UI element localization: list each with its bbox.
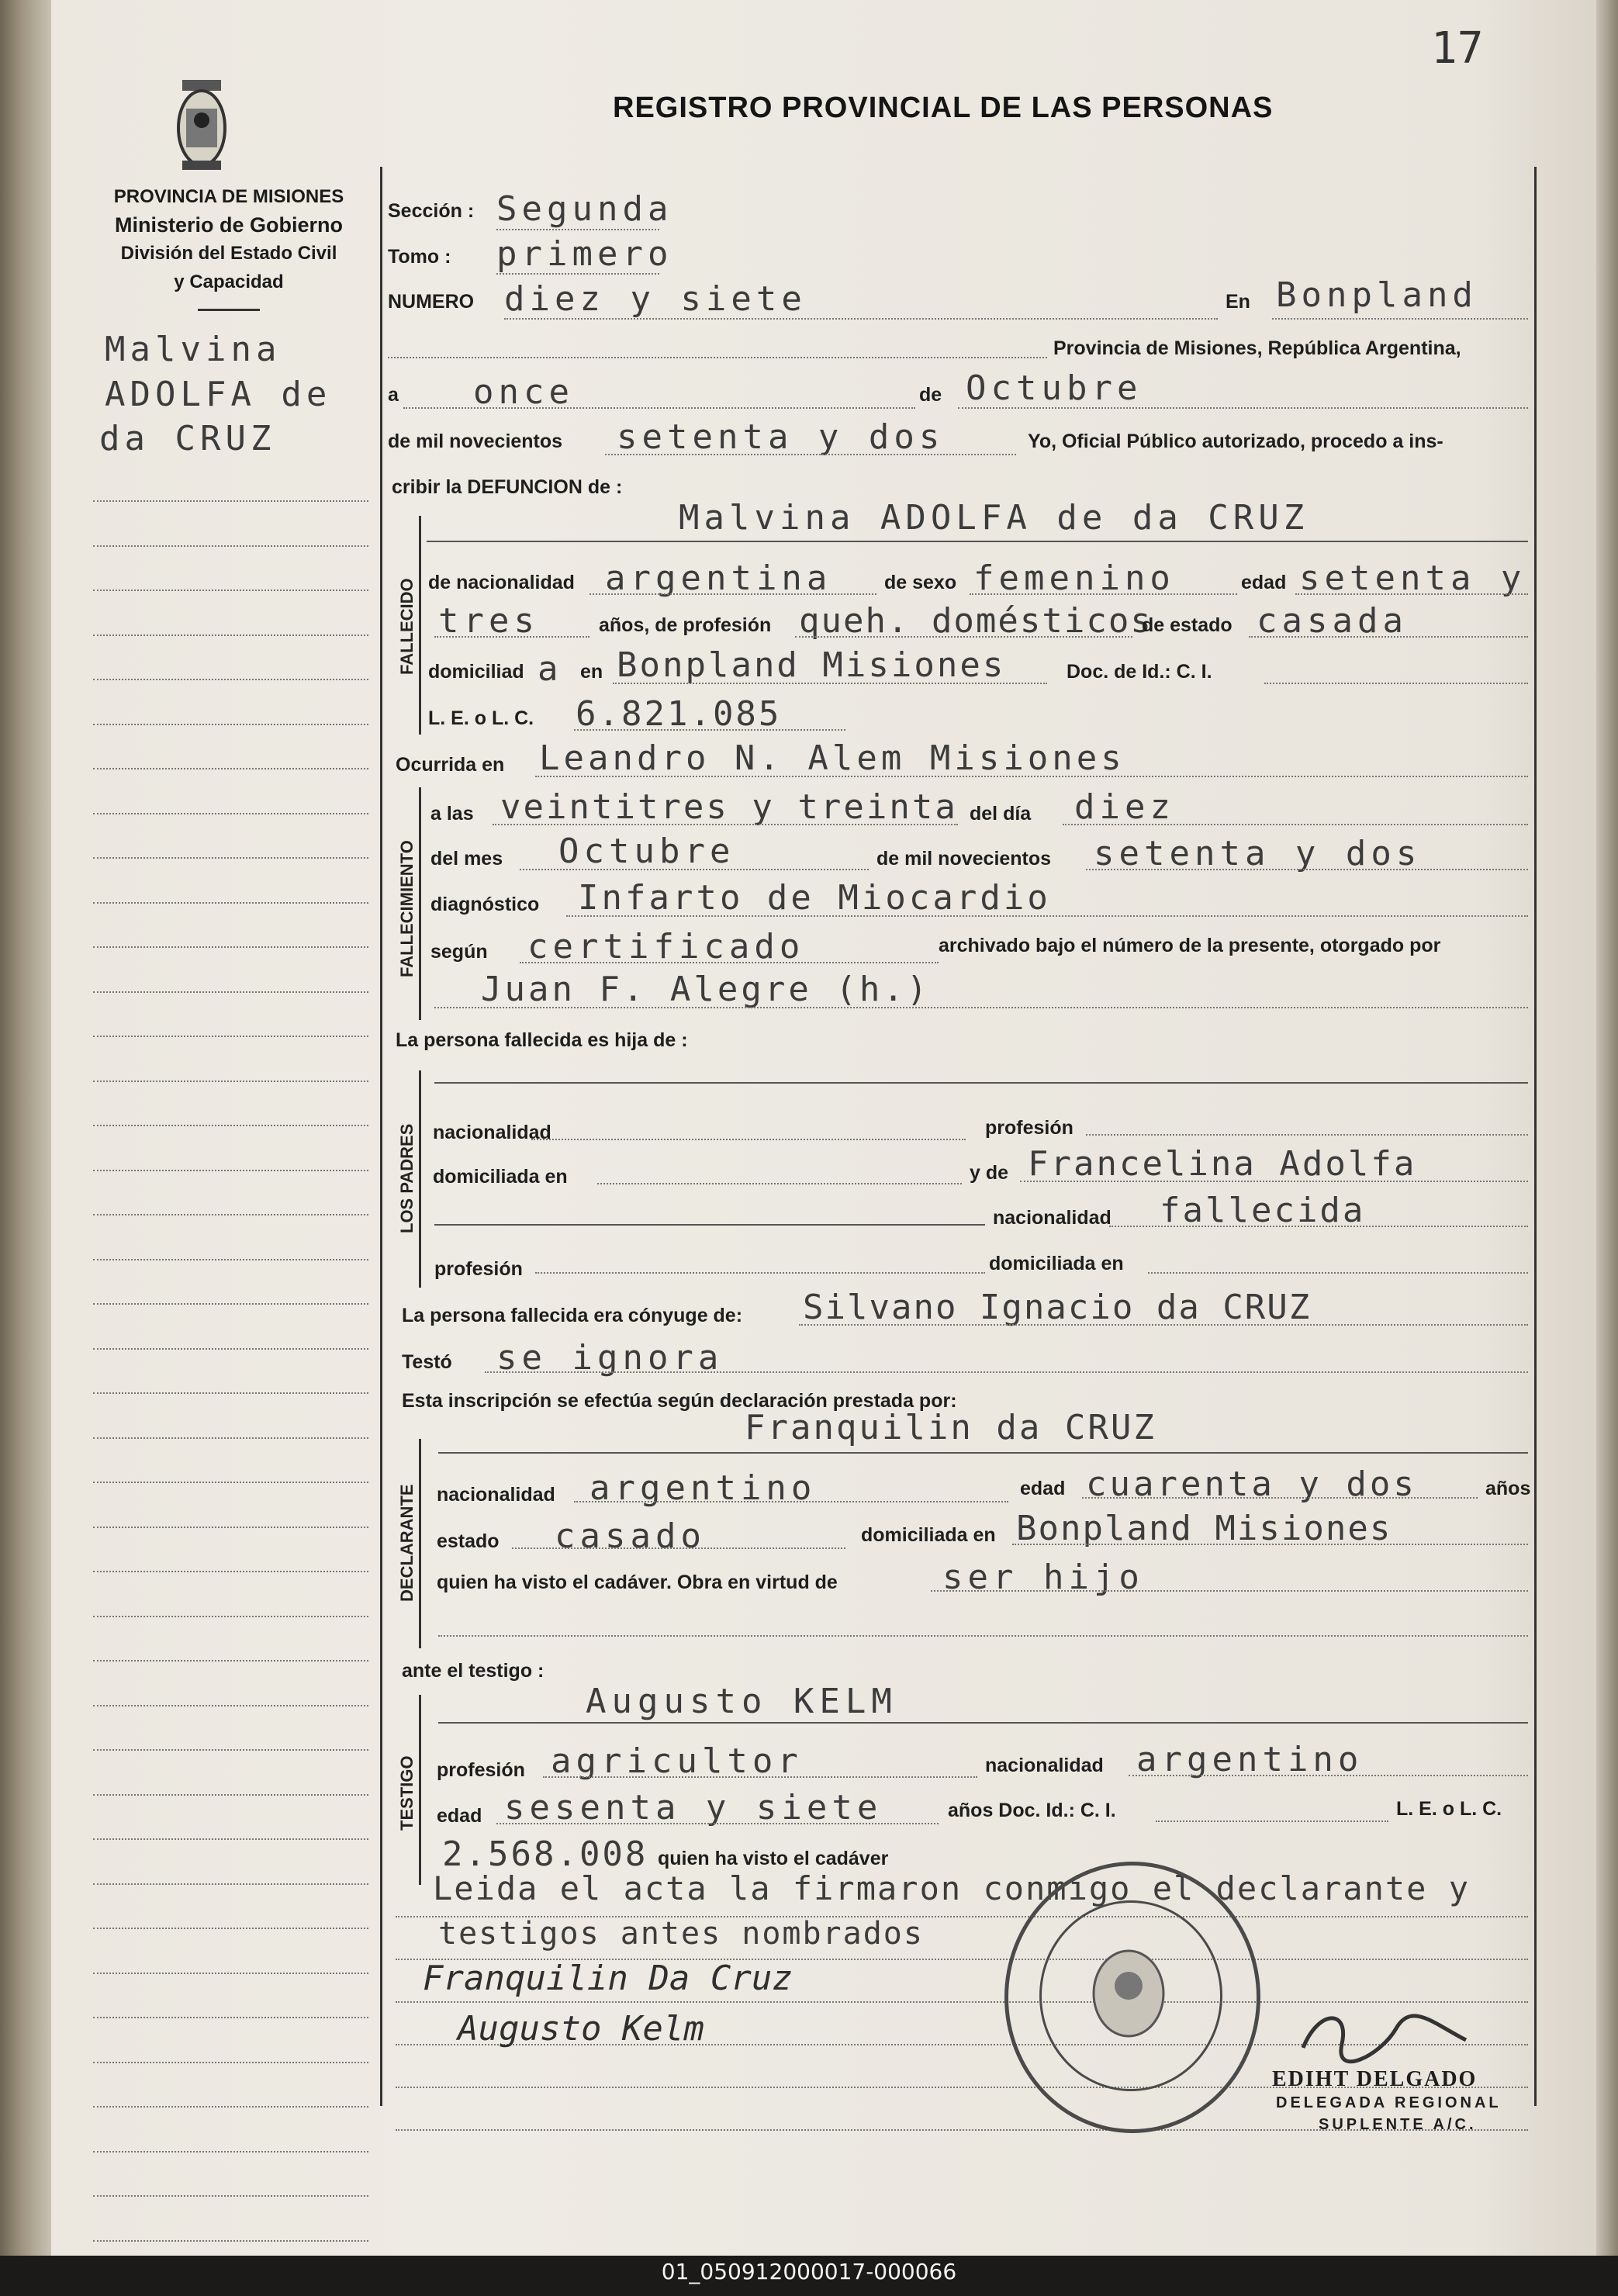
decl-estado-value: casado bbox=[555, 1516, 706, 1556]
padre-profesion-line bbox=[1086, 1134, 1528, 1136]
ministry-label: Ministerio de Gobierno bbox=[114, 213, 344, 237]
profesion-line bbox=[795, 636, 1132, 638]
le-lc-line bbox=[574, 729, 845, 731]
margin-rule-line bbox=[93, 1348, 368, 1350]
en-word-label: en bbox=[580, 661, 603, 683]
margin-rule-line bbox=[93, 1214, 368, 1215]
official-title2: SUPLENTE A/C. bbox=[1319, 2116, 1477, 2133]
test-quien-vio-label: quien ha visto el cadáver bbox=[658, 1848, 889, 1869]
nacionalidad-line bbox=[589, 593, 876, 595]
madre-domicilio-line bbox=[1148, 1272, 1528, 1274]
official-signature-icon bbox=[1288, 2001, 1489, 2071]
madre-profesion-label: profesión bbox=[434, 1258, 523, 1280]
padres-side-label: LOS PADRES bbox=[397, 1123, 417, 1233]
margin-rule-line bbox=[93, 635, 368, 636]
domicilio-value: Bonpland Misiones bbox=[617, 645, 1006, 685]
margin-rule-line bbox=[93, 1125, 368, 1126]
seccion-line bbox=[496, 229, 659, 230]
sexo-label: de sexo bbox=[884, 572, 957, 593]
padre-nombre-line bbox=[434, 1082, 1528, 1084]
mes-value: Octubre bbox=[966, 368, 1143, 408]
test-edad-value: sesenta y siete bbox=[504, 1788, 883, 1827]
ocurrida-line bbox=[535, 776, 1528, 777]
profesion-label: años, de profesión bbox=[599, 614, 772, 636]
dia-value: once bbox=[473, 372, 574, 412]
test-profesion-line bbox=[543, 1776, 977, 1778]
diagnostico-label: diagnóstico bbox=[430, 894, 540, 915]
decl-domicilio-line bbox=[1012, 1544, 1528, 1545]
margin-rule-line bbox=[93, 1973, 368, 1974]
otorgado-line bbox=[434, 1007, 1528, 1008]
y-de-label: y de bbox=[970, 1162, 1009, 1184]
decl-estado-line bbox=[512, 1547, 845, 1549]
margin-rule-line bbox=[93, 857, 368, 859]
padre-domiciliada-label: domiciliada en bbox=[433, 1166, 568, 1188]
margin-rule-line bbox=[93, 500, 368, 502]
testigo-value: Augusto KELM bbox=[586, 1682, 897, 1721]
numero-label: NUMERO bbox=[388, 291, 475, 313]
madre-apellido-line bbox=[434, 1224, 985, 1226]
anio-value: setenta y dos bbox=[617, 417, 945, 457]
tomo-label: Tomo : bbox=[388, 246, 451, 268]
fallecimiento-side-label: FALLECIMIENTO bbox=[397, 840, 417, 977]
margin-rule-line bbox=[93, 1571, 368, 1572]
test-profesion-label: profesión bbox=[437, 1759, 525, 1781]
margin-note-line1: Malvina bbox=[105, 330, 282, 369]
nombre-value: Malvina ADOLFA de da CRUZ bbox=[679, 498, 1309, 538]
decl-obra-line bbox=[931, 1590, 1528, 1592]
de-mil-label: de mil novecientos bbox=[388, 430, 563, 452]
test-profesion-value: agricultor bbox=[551, 1741, 803, 1781]
margin-rule-line bbox=[93, 590, 368, 591]
le-lc-value: 6.821.085 bbox=[576, 694, 782, 734]
margin-rule-line bbox=[93, 679, 368, 680]
lugar-line bbox=[1272, 318, 1528, 320]
madre-value: Francelina Adolfa bbox=[1028, 1144, 1417, 1184]
dia-fallec-line bbox=[1063, 824, 1528, 825]
padres-bracket bbox=[419, 1070, 421, 1288]
otorgado-value: Juan F. Alegre (h.) bbox=[481, 970, 931, 1009]
conyuge-value: Silvano Ignacio da CRUZ bbox=[803, 1288, 1312, 1327]
edad2-line bbox=[434, 636, 589, 638]
conyuge-label: La persona fallecida era cónyuge de: bbox=[402, 1305, 743, 1326]
decl-edad-label: edad bbox=[1020, 1478, 1066, 1499]
estado-label: de estado bbox=[1142, 614, 1233, 636]
decl-nacionalidad-line bbox=[574, 1501, 1008, 1502]
anio-fallec-line bbox=[1086, 869, 1528, 870]
numero-line bbox=[504, 318, 1218, 320]
domiciliada-label: domiciliad bbox=[428, 661, 524, 683]
madre-domiciliada-label: domiciliada en bbox=[989, 1253, 1124, 1274]
padre-nacionalidad-label: nacionalidad bbox=[433, 1122, 551, 1143]
del-mes-label: del mes bbox=[430, 848, 503, 870]
profesion-value: queh. domésticos bbox=[799, 601, 1153, 641]
book-binding-left bbox=[0, 0, 51, 2256]
tomo-value: primero bbox=[496, 234, 673, 274]
edad1-value: setenta y bbox=[1299, 558, 1526, 598]
hora-value: veintitres y treinta bbox=[500, 787, 958, 827]
en-label: En bbox=[1226, 291, 1250, 313]
edad-label: edad bbox=[1241, 572, 1287, 593]
margin-rule-line bbox=[93, 724, 368, 725]
lugar-value: Bonpland bbox=[1276, 275, 1478, 315]
fallecimiento-bracket bbox=[419, 787, 421, 1020]
footer-filename: 01_050912000017-000066 bbox=[661, 2259, 957, 2284]
test-nacionalidad-label: nacionalidad bbox=[985, 1755, 1104, 1776]
cribir-label: cribir la DEFUNCION de : bbox=[392, 476, 623, 498]
madre-nacionalidad-value: fallecida bbox=[1160, 1191, 1366, 1230]
segun-label: según bbox=[430, 941, 488, 963]
division-label: División del Estado Civil bbox=[120, 243, 337, 264]
a-las-label: a las bbox=[430, 803, 474, 825]
madre-profesion-line bbox=[535, 1272, 985, 1274]
margin-rule-line bbox=[93, 2017, 368, 2018]
margin-rule-line bbox=[93, 1527, 368, 1528]
margin-rule-line bbox=[93, 1838, 368, 1840]
nombre-line bbox=[427, 541, 1528, 542]
margin-rule-line bbox=[93, 991, 368, 993]
edad2-value: tres bbox=[438, 601, 539, 641]
decl-estado-label: estado bbox=[437, 1530, 500, 1552]
seccion-value: Segunda bbox=[496, 189, 673, 229]
padre-domicilio-line bbox=[597, 1183, 962, 1184]
margin-rule-line bbox=[93, 813, 368, 814]
margin-rule-line bbox=[93, 1437, 368, 1439]
official-title1: DELEGADA REGIONAL bbox=[1276, 2094, 1502, 2111]
test-doc-value: 2.568.008 bbox=[442, 1834, 648, 1874]
decl-edad-value: cuarenta y dos bbox=[1086, 1464, 1417, 1504]
nacionalidad-value: argentina bbox=[605, 558, 832, 598]
nacionalidad-label: de nacionalidad bbox=[428, 572, 575, 593]
fallecido-side-label: FALLECIDO bbox=[397, 578, 417, 675]
testigo-side-label: TESTIGO bbox=[397, 1755, 417, 1831]
domicilio-line bbox=[613, 683, 1047, 684]
anio-fallec-value: setenta y dos bbox=[1094, 834, 1422, 873]
decl-domiciliada-label: domiciliada en bbox=[861, 1524, 996, 1546]
sexo-value: femenino bbox=[973, 558, 1175, 598]
margin-rule-line bbox=[93, 1883, 368, 1885]
decl-nacionalidad-label: nacionalidad bbox=[437, 1484, 555, 1506]
decl-domicilio-value: Bonpland Misiones bbox=[1016, 1509, 1392, 1548]
margin-note-line3: da CRUZ bbox=[99, 419, 276, 458]
decl-nacionalidad-value: argentino bbox=[589, 1468, 817, 1508]
signature-testigo: Augusto Kelm bbox=[458, 2009, 704, 2049]
cierre-line2: testigos antes nombrados bbox=[438, 1916, 924, 1952]
diagnostico-value: Infarto de Miocardio bbox=[578, 878, 1051, 918]
del-dia-label: del día bbox=[970, 803, 1032, 825]
margin-rule-line bbox=[93, 2195, 368, 2197]
margin-rule-line bbox=[93, 545, 368, 547]
estado-value: casada bbox=[1257, 601, 1408, 641]
margin-rule-line bbox=[93, 946, 368, 948]
testo-label: Testó bbox=[402, 1351, 452, 1373]
margin-rule-line bbox=[93, 1794, 368, 1796]
margin-rule-line bbox=[93, 1749, 368, 1751]
domicilio-suffix-value: a bbox=[538, 649, 563, 689]
tomo-line bbox=[496, 273, 659, 275]
madre-line bbox=[1020, 1181, 1528, 1182]
hija-de-label: La persona fallecida es hija de : bbox=[396, 1029, 688, 1051]
madre-nacionalidad-label: nacionalidad bbox=[993, 1207, 1112, 1229]
ante-testigo-label: ante el testigo : bbox=[402, 1660, 545, 1682]
test-nacionalidad-line bbox=[1129, 1775, 1528, 1776]
test-nacionalidad-value: argentino bbox=[1136, 1740, 1364, 1779]
declarante-side-label: DECLARANTE bbox=[397, 1484, 417, 1602]
margin-rule-line bbox=[93, 2062, 368, 2063]
book-binding-right bbox=[1596, 0, 1618, 2256]
margin-rule-line bbox=[93, 1616, 368, 1617]
quien-vio-label: quien ha visto el cadáver. Obra en virtud de bbox=[437, 1572, 838, 1593]
segun-value: certificado bbox=[527, 927, 805, 966]
archivado-label: archivado bajo el número de la presente, otorgado por bbox=[939, 935, 1441, 956]
test-anios-doc-label: años Doc. Id.: C. I. bbox=[948, 1800, 1116, 1821]
margin-rule-line bbox=[93, 902, 368, 904]
numero-value: diez y siete bbox=[504, 279, 807, 319]
coat-of-arms-icon bbox=[175, 74, 229, 178]
conyuge-line bbox=[799, 1324, 1528, 1326]
decl-anios-label: años bbox=[1485, 1478, 1531, 1499]
margin-rule-line bbox=[93, 2106, 368, 2108]
dia-line bbox=[403, 407, 915, 409]
testo-line bbox=[485, 1371, 1528, 1373]
right-border-line bbox=[1534, 167, 1537, 2106]
dia-fallec-value: diez bbox=[1074, 787, 1175, 827]
testigo-line bbox=[438, 1722, 1528, 1724]
ocurrida-label: Ocurrida en bbox=[396, 754, 505, 776]
official-name: EDIHT DELGADO bbox=[1272, 2067, 1478, 2091]
margin-rule-line bbox=[93, 2240, 368, 2242]
le-lc-label: L. E. o L. C. bbox=[428, 707, 534, 729]
decl-extra-line bbox=[438, 1635, 1528, 1637]
cierre-line1: Leida el acta la firmaron conmigo el declarante y bbox=[433, 1869, 1471, 1907]
test-edad-line bbox=[496, 1823, 939, 1824]
test-edad-label: edad bbox=[437, 1805, 482, 1827]
declarante-value: Franquilin da CRUZ bbox=[745, 1408, 1156, 1447]
provincia-label: Provincia de Misiones, República Argentina, bbox=[1053, 337, 1461, 359]
doc-id-line bbox=[1264, 683, 1528, 684]
padre-nacionalidad-line bbox=[531, 1139, 966, 1140]
margin-note-line2: ADOLFA de bbox=[105, 375, 332, 414]
provincia-line bbox=[388, 357, 1047, 358]
seccion-label: Sección : bbox=[388, 200, 475, 222]
decl-edad-line bbox=[1082, 1497, 1478, 1499]
mes-fallec-line bbox=[520, 869, 869, 870]
test-doc-line bbox=[1156, 1821, 1388, 1822]
margin-rule-line bbox=[93, 1081, 368, 1082]
stamp-emblem-icon bbox=[1086, 1943, 1171, 2044]
doc-id-label: Doc. de Id.: C. I. bbox=[1067, 661, 1212, 683]
madre-nacionalidad-line bbox=[1109, 1226, 1528, 1227]
edad-line bbox=[1295, 593, 1528, 595]
margin-rule-line bbox=[93, 1660, 368, 1661]
testigo-bracket bbox=[419, 1695, 421, 1885]
margin-rule-line bbox=[93, 1303, 368, 1305]
header-divider bbox=[198, 309, 260, 311]
margin-rule-line bbox=[93, 1036, 368, 1037]
margin-rule-line bbox=[93, 1705, 368, 1706]
estado-line bbox=[1249, 636, 1528, 638]
padre-profesion-label: profesión bbox=[985, 1117, 1073, 1139]
diagnostico-line bbox=[566, 915, 1528, 917]
page-number: 17 bbox=[1431, 23, 1484, 74]
decl-obra-value: ser hijo bbox=[942, 1558, 1144, 1597]
segun-line bbox=[520, 962, 939, 963]
province-label: PROVINCIA DE MISIONES bbox=[113, 186, 344, 207]
margin-rule-line bbox=[93, 768, 368, 769]
mes-line bbox=[958, 407, 1528, 409]
margin-rule-line bbox=[93, 1928, 368, 1929]
hora-line bbox=[493, 824, 958, 825]
a-label: a bbox=[388, 384, 399, 406]
margin-rule-line bbox=[93, 1259, 368, 1260]
capacity-label: y Capacidad bbox=[174, 271, 284, 292]
inscripcion-label: Esta inscripción se efectúa según declaración prestada por: bbox=[402, 1390, 957, 1412]
margin-rule-line bbox=[93, 1392, 368, 1394]
de-mil2-label: de mil novecientos bbox=[876, 848, 1052, 870]
testo-value: se ignora bbox=[496, 1338, 724, 1378]
signature-declarante: Franquilin Da Cruz bbox=[423, 1959, 793, 1998]
left-border-line bbox=[380, 167, 382, 2106]
yo-oficial-label: Yo, Oficial Público autorizado, procedo a ins- bbox=[1028, 430, 1443, 452]
sexo-line bbox=[970, 593, 1237, 595]
document-title: REGISTRO PROVINCIAL DE LAS PERSONAS bbox=[613, 92, 1274, 124]
fallecido-bracket bbox=[419, 516, 421, 735]
declarante-line bbox=[438, 1452, 1528, 1454]
margin-rule-line bbox=[93, 1482, 368, 1483]
anio-line bbox=[605, 454, 1016, 455]
declarante-bracket bbox=[419, 1439, 421, 1648]
margin-rule-line bbox=[93, 1170, 368, 1171]
margin-rule-line bbox=[93, 2151, 368, 2152]
test-le-lc-label: L. E. o L. C. bbox=[1396, 1798, 1502, 1820]
mes-fallec-value: Octubre bbox=[558, 832, 735, 871]
ocurrida-value: Leandro N. Alem Misiones bbox=[539, 738, 1125, 778]
de-label: de bbox=[919, 384, 942, 406]
